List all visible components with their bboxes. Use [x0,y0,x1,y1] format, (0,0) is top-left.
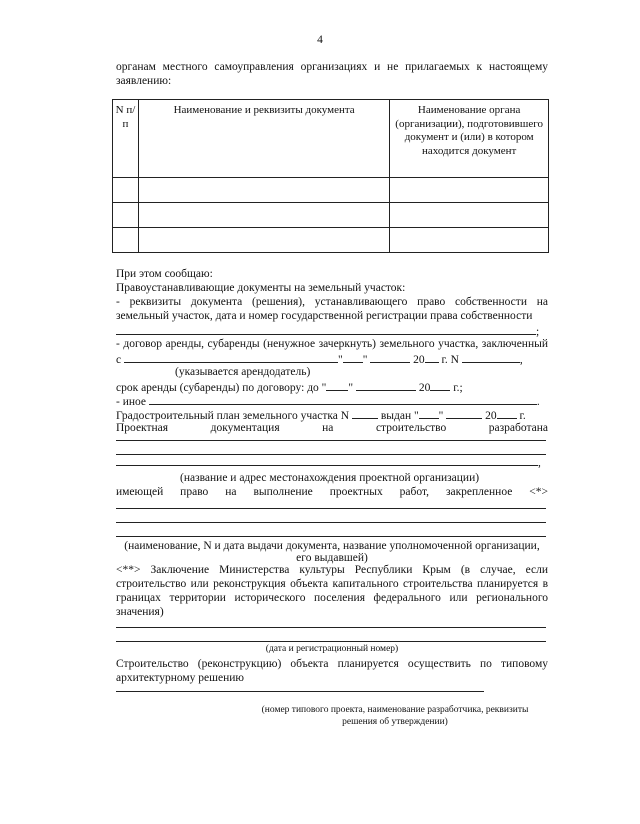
typical-project-field[interactable] [116,691,484,692]
ownership-fill-line[interactable] [116,323,548,337]
table-cell[interactable] [138,178,389,203]
day-field[interactable] [326,379,348,391]
license-field[interactable] [116,508,546,509]
table-row [113,178,549,203]
page-number: 4 [317,34,323,46]
land-docs-heading: Правоустанавливающие документы на земельный участок: [116,282,406,294]
table-cell[interactable] [113,178,139,203]
quote: " [438,410,444,422]
documents-table [112,99,549,253]
year-suffix: г.; [453,382,463,394]
comma: , [538,457,541,469]
project-docs-line: Проектная документация на строительство разработана [116,422,548,434]
comma: , [519,354,523,366]
month-field[interactable] [446,407,482,419]
culture-field[interactable] [116,627,546,628]
lessor-caption: (указывается арендодатель) [175,366,311,378]
typical-line-2: архитектурному решению [116,672,244,684]
table-cell[interactable] [113,228,139,253]
typical-caption-1: (номер типового проекта, наименование разработчика, реквизиты [261,705,529,715]
ownership-line-2: земельный участок, дата и номер государственной регистрации права собственности [116,310,533,322]
quote: " [348,382,354,394]
header-document: Наименование и реквизиты документа [138,100,389,178]
table-cell[interactable] [138,203,389,228]
intro-line-2: заявлению: [116,75,172,87]
year-field[interactable] [497,407,517,419]
plan-number-field[interactable] [352,407,378,419]
year-prefix: 20 [485,410,497,422]
year-field[interactable] [430,379,450,391]
license-field[interactable] [116,536,546,537]
year-prefix: 20 [418,382,431,394]
table-cell[interactable] [390,178,549,203]
lease-line-1: - договор аренды, субаренды (ненужное зачеркнуть) земельного участка, заключенный [116,338,548,350]
year-field[interactable] [425,351,439,363]
table-row [113,228,549,253]
table-cell[interactable] [138,228,389,253]
license-caption-2: его выдавшей) [296,552,368,564]
project-org-last-line [116,454,548,468]
table-cell[interactable] [113,203,139,228]
table-cell[interactable] [390,203,549,228]
fill-blank[interactable] [116,323,536,335]
typical-caption-2: решения об утверждении) [342,717,448,727]
notice-heading: При этом сообщаю: [116,268,213,280]
quote: " [362,354,368,366]
year-suffix: г. [519,410,526,422]
number-field[interactable] [462,351,520,363]
urban-plan-label: Градостроительный план земельного участка N [116,410,350,422]
culture-field[interactable] [116,641,546,642]
typical-line-1: Строительство (реконструкцию) объекта планируется осуществить по типовому [116,658,548,670]
ownership-end: ; [536,326,540,338]
number-label: г. N [441,354,459,366]
culture-line-4: значения) [116,606,164,618]
lease-with: с [116,354,122,366]
registration-caption: (дата и регистрационный номер) [265,644,399,654]
ownership-line-1: - реквизиты документа (решения), устанавливающего право собственности на [116,296,548,308]
culture-line-3: границах территории исторического поселения федерального или регионального [116,592,548,604]
other-label: - иное [116,396,147,408]
month-field[interactable] [356,379,416,391]
project-org-caption: (название и адрес местонахождения проектной организации) [180,472,480,484]
header-organization: Наименование органа (организации), подготовившего документ и (или) в котором находится документ [390,100,549,178]
day-field[interactable] [343,351,363,363]
license-line: имеющей право на выполнение проектных работ, закрепленное <*> [116,486,548,498]
lessor-field[interactable] [124,351,338,363]
day-field[interactable] [419,407,439,419]
period: . [536,396,540,408]
issued-label: выдан " [380,410,419,422]
license-caption-1: (наименование, N и дата выдачи документа, название уполномоченной организации, [124,540,540,552]
month-field[interactable] [370,351,410,363]
lease-term-label: срок аренды (субаренды) по договору: до " [116,382,327,394]
culture-line-2: строительство или реконструкция объекта капитального строительства планируется в [116,578,548,590]
project-org-field[interactable] [116,440,546,441]
other-field[interactable] [149,393,537,405]
table-row [113,203,549,228]
culture-line-1: <**> Заключение Министерства культуры Республики Крым (в случае, если [116,564,548,576]
table-header-row [113,100,549,178]
table-cell[interactable] [390,228,549,253]
header-number: N п/п [113,100,139,178]
quote: " [337,354,343,366]
intro-line-1: органам местного самоуправления организациях и не прилагаемых к настоящему [116,61,548,73]
project-org-field[interactable] [116,454,538,466]
license-field[interactable] [116,522,546,523]
year-prefix: 20 [413,354,425,366]
